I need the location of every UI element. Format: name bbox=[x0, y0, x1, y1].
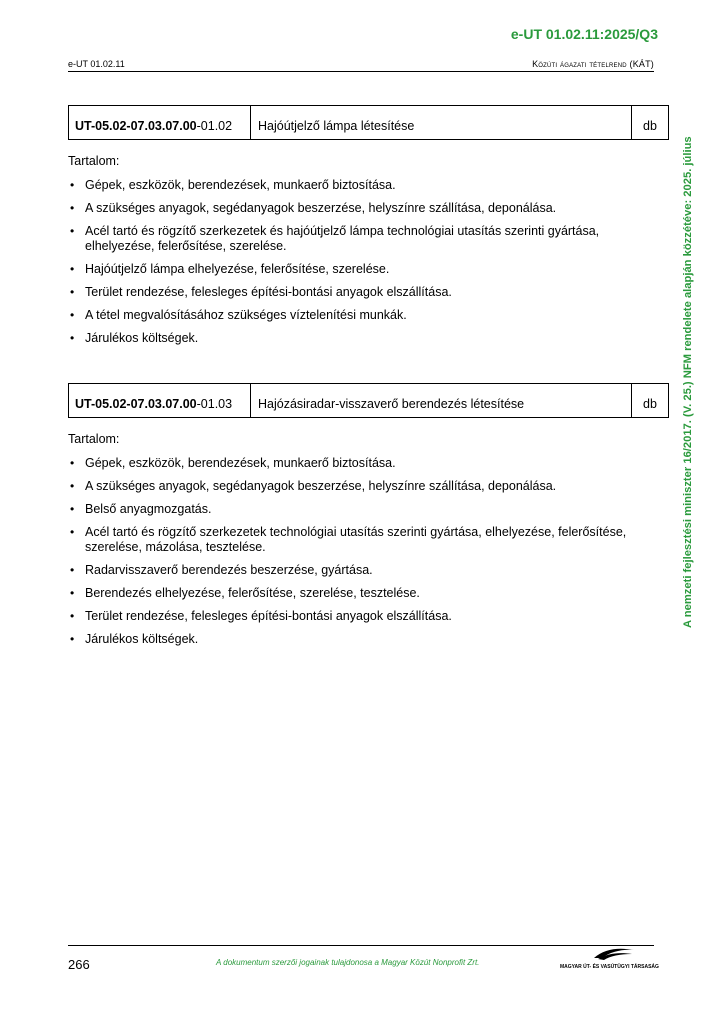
copyright-note: A dokumentum szerzői jogainak tulajdonosa a Magyar Közút Nonprofit Zrt. bbox=[216, 958, 480, 967]
bullet-icon: • bbox=[70, 284, 75, 299]
bullet-icon: • bbox=[70, 609, 75, 624]
item-code-main: UT-05.02-07.03.07.00 bbox=[75, 119, 197, 133]
header-divider bbox=[68, 71, 654, 72]
bullet-icon: • bbox=[70, 331, 75, 346]
bullet-icon: • bbox=[70, 307, 75, 322]
item-code-suffix: -01.03 bbox=[196, 397, 233, 411]
list-item: • Hajóútjelző lámpa elhelyezése, felerősítése, szerelése. bbox=[70, 261, 390, 276]
content-label: Tartalom: bbox=[68, 432, 120, 446]
item-code-cell bbox=[69, 106, 251, 139]
list-item: • Radarvisszaverő berendezés beszerzése, gyártása. bbox=[70, 562, 373, 577]
bullet-icon: • bbox=[70, 201, 75, 216]
item-unit: db bbox=[643, 119, 657, 133]
content-list-2 bbox=[68, 456, 648, 655]
bullet-icon: • bbox=[70, 585, 75, 600]
bullet-icon: • bbox=[70, 178, 75, 192]
list-item: • A tétel megvalósításához szükséges víztelenítési munkák. bbox=[70, 307, 407, 322]
bullet-icon: • bbox=[70, 562, 75, 577]
list-item: • Terület rendezése, felesleges építési-bontási anyagok elszállítása. bbox=[70, 609, 452, 624]
bullet-icon: • bbox=[70, 224, 75, 239]
bullet-icon: • bbox=[70, 479, 75, 494]
list-item: • Acél tartó és rögzítő szerkezetek és hajóútjelző lámpa technológiai utasítás szerinti gyártása, elhelyezése, felerősítése, szerelése. bbox=[70, 224, 600, 253]
list-item: • Járulékos költségek. bbox=[70, 632, 199, 647]
publication-side-note: A nemzeti fejlesztési miniszter 16/2017. (V. 25.) NFM rendelete alapján közzétéve: 2025. július bbox=[682, 136, 694, 628]
document-code: e-UT 01.02.11:2025/Q3 bbox=[510, 26, 658, 42]
content-label: Tartalom: bbox=[68, 154, 120, 168]
item-code-cell bbox=[69, 384, 251, 417]
swoosh-logo-icon bbox=[560, 946, 654, 962]
list-item: • Gépek, eszközök, berendezések, munkaerő biztosítása. bbox=[70, 456, 396, 470]
list-item: • Gépek, eszközök, berendezések, munkaerő biztosítása. bbox=[70, 178, 396, 192]
society-logo bbox=[560, 946, 659, 970]
bullet-icon: • bbox=[70, 502, 75, 517]
bullet-icon: • bbox=[70, 261, 75, 276]
list-item: • Terület rendezése, felesleges építési-bontási anyagok elszállítása. bbox=[70, 284, 452, 299]
list-item: • Járulékos költségek. bbox=[70, 331, 199, 346]
running-header-right: Közúti ágazati tételrend (KÁT) bbox=[532, 59, 654, 69]
bullet-icon: • bbox=[70, 456, 75, 470]
item-title: Hajóútjelző lámpa létesítése bbox=[251, 106, 632, 139]
item-table-1 bbox=[68, 105, 669, 140]
list-item: • A szükséges anyagok, segédanyagok beszerzése, helyszínre szállítása, deponálása. bbox=[70, 201, 557, 216]
list-item: • Berendezés elhelyezése, felerősítése, szerelése, tesztelése. bbox=[70, 585, 420, 600]
bullet-icon: • bbox=[70, 525, 75, 540]
list-item: • A szükséges anyagok, segédanyagok beszerzése, helyszínre szállítása, deponálása. bbox=[70, 479, 557, 494]
item-code-main: UT-05.02-07.03.07.00 bbox=[75, 397, 197, 411]
logo-text: MAGYAR ÚT- ÉS VASÚTÜGYI TÁRSASÁG bbox=[560, 964, 659, 970]
running-header-left: e-UT 01.02.11 bbox=[68, 59, 125, 69]
item-unit: db bbox=[643, 397, 657, 411]
content-list-1 bbox=[68, 178, 648, 354]
item-title: Hajózásiradar-visszaverő berendezés létesítése bbox=[251, 384, 632, 417]
bullet-icon: • bbox=[70, 632, 75, 647]
list-item: • Acél tartó és rögzítő szerkezetek technológiai utasítás szerinti gyártása, elhelyezése, felerősítése, szerelése, mázolása, tesztelése. bbox=[70, 525, 627, 554]
list-item: • Belső anyagmozgatás. bbox=[70, 502, 212, 517]
item-code-suffix: -01.02 bbox=[196, 119, 233, 133]
page-number: 266 bbox=[68, 957, 90, 972]
item-table-2 bbox=[68, 383, 669, 418]
